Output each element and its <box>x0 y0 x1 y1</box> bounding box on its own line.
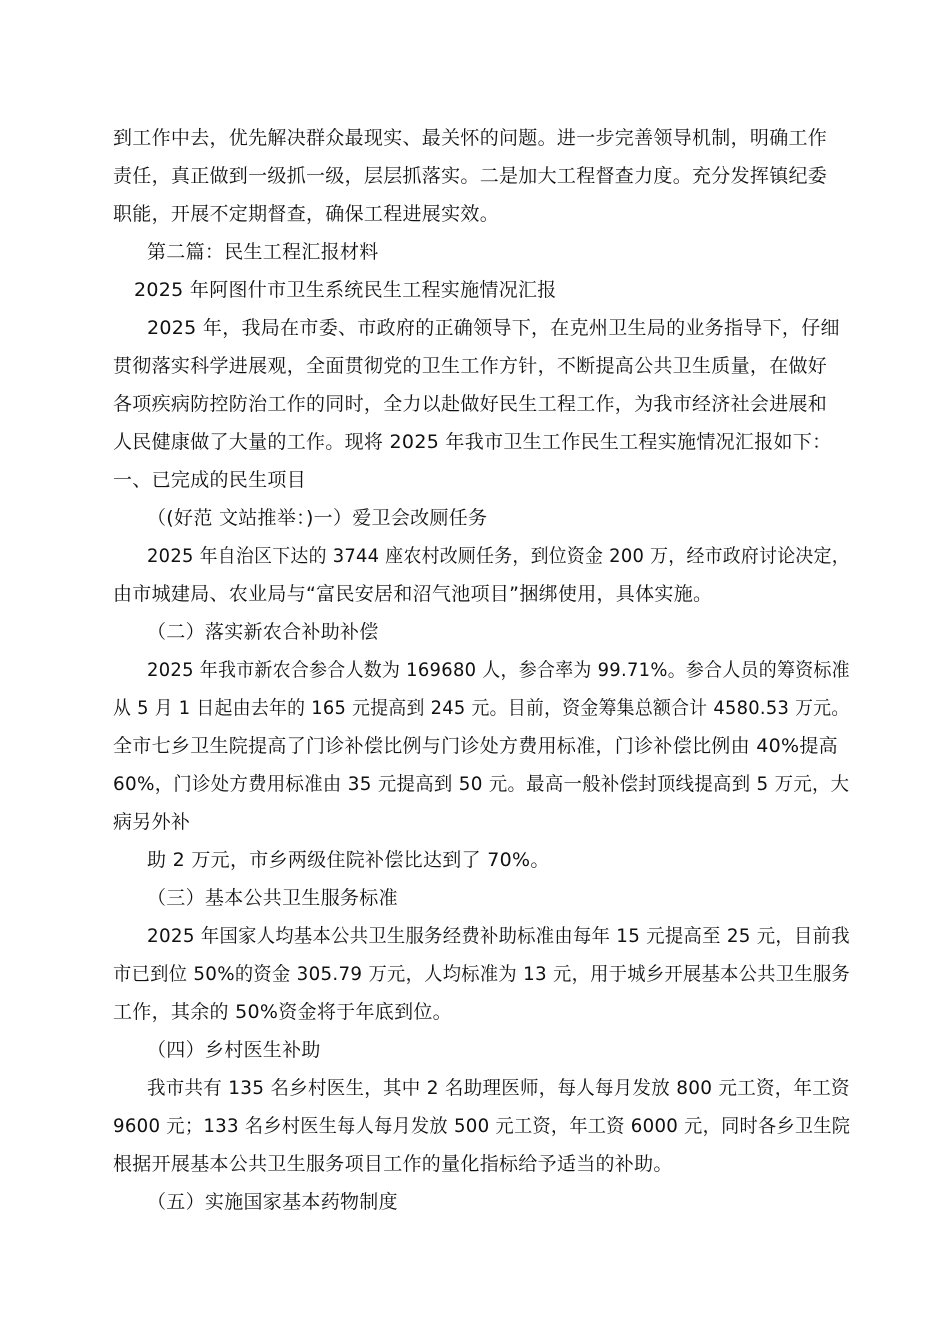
subsection-heading: （五）实施国家基本药物制度 <box>147 1191 398 1213</box>
body-text-line: 2025 年国家人均基本公共卫生服务经费补助标准由每年 15 元提高至 25 元，目前我 <box>147 925 850 947</box>
body-text-line: 责任，真正做到一级抓一级，层层抓落实。二是加大工程督查力度。充分发挥镇纪委 <box>113 165 828 187</box>
body-text-line: 2025 年我市新农合参合人数为 169680 人，参合率为 99.71%。参合人员的筹资标准 <box>147 659 850 681</box>
body-text-line: 全市七乡卫生院提高了门诊补偿比例与门诊处方费用标准，门诊补偿比例由 40%提高 <box>113 735 838 757</box>
body-text-line: 2025 年，我局在市委、市政府的正确领导下，在克州卫生局的业务指导下，仔细 <box>147 317 840 339</box>
body-text-line: 从 5 月 1 日起由去年的 165 元提高到 245 元。目前，资金筹集总额合计 4580.53 万元。 <box>113 697 850 719</box>
section-heading: 一、已完成的民生项目 <box>113 469 307 491</box>
body-text-line: 根据开展基本公共卫生服务项目工作的量化指标给予适当的补助。 <box>113 1153 673 1175</box>
body-text-line: 市已到位 50%的资金 305.79 万元，人均标准为 13 元，用于城乡开展基本公共卫生服务 <box>113 963 851 985</box>
body-text-line: 我市共有 135 名乡村医生，其中 2 名助理医师，每人每月发放 800 元工资，年工资 <box>147 1077 850 1099</box>
body-text-line: 各项疾病防控防治工作的同时，全力以赴做好民生工程工作，为我市经济社会进展和 <box>113 393 828 415</box>
subsection-heading: （(好范 文站推举：)一）爱卫会改厕任务 <box>147 507 488 529</box>
body-text-line: 贯彻落实科学进展观，全面贯彻党的卫生工作方针，不断提高公共卫生质量，在做好 <box>113 355 828 377</box>
body-text-line: 人民健康做了大量的工作。现将 2025 年我市卫生工作民生工程实施情况汇报如下： <box>113 431 832 453</box>
body-text-line: 病另外补 <box>113 811 191 833</box>
body-text-line: 9600 元；133 名乡村医生每人每月发放 500 元工资，年工资 6000 元，同时各乡卫生院 <box>113 1115 851 1137</box>
body-text-line: 到工作中去，优先解决群众最现实、最关怀的问题。进一步完善领导机制，明确工作 <box>113 127 828 149</box>
subsection-heading: （四）乡村医生补助 <box>147 1039 321 1061</box>
body-text-line: 由市城建局、农业局与“富民安居和沼气池项目”捆绑使用，具体实施。 <box>113 583 713 605</box>
body-text-line: 助 2 万元，市乡两级住院补偿比达到了 70%。 <box>147 849 550 871</box>
section-heading: 第二篇：民生工程汇报材料 <box>147 241 379 263</box>
body-text-line: 工作，其余的 50%资金将于年底到位。 <box>113 1001 452 1023</box>
body-text-line: 60%，门诊处方费用标准由 35 元提高到 50 元。最高一般补偿封顶线提高到 5 万元，大 <box>113 773 850 795</box>
body-text-line: 2025 年自治区下达的 3744 座农村改厕任务，到位资金 200 万，经市政府讨论决定， <box>147 545 850 567</box>
subsection-heading: （二）落实新农合补助补偿 <box>147 621 379 643</box>
body-text-line: 职能，开展不定期督查，确保工程进展实效。 <box>113 203 500 225</box>
subsection-heading: （三）基本公共卫生服务标准 <box>147 887 398 909</box>
report-title: 2025 年阿图什市卫生系统民生工程实施情况汇报 <box>134 279 557 301</box>
